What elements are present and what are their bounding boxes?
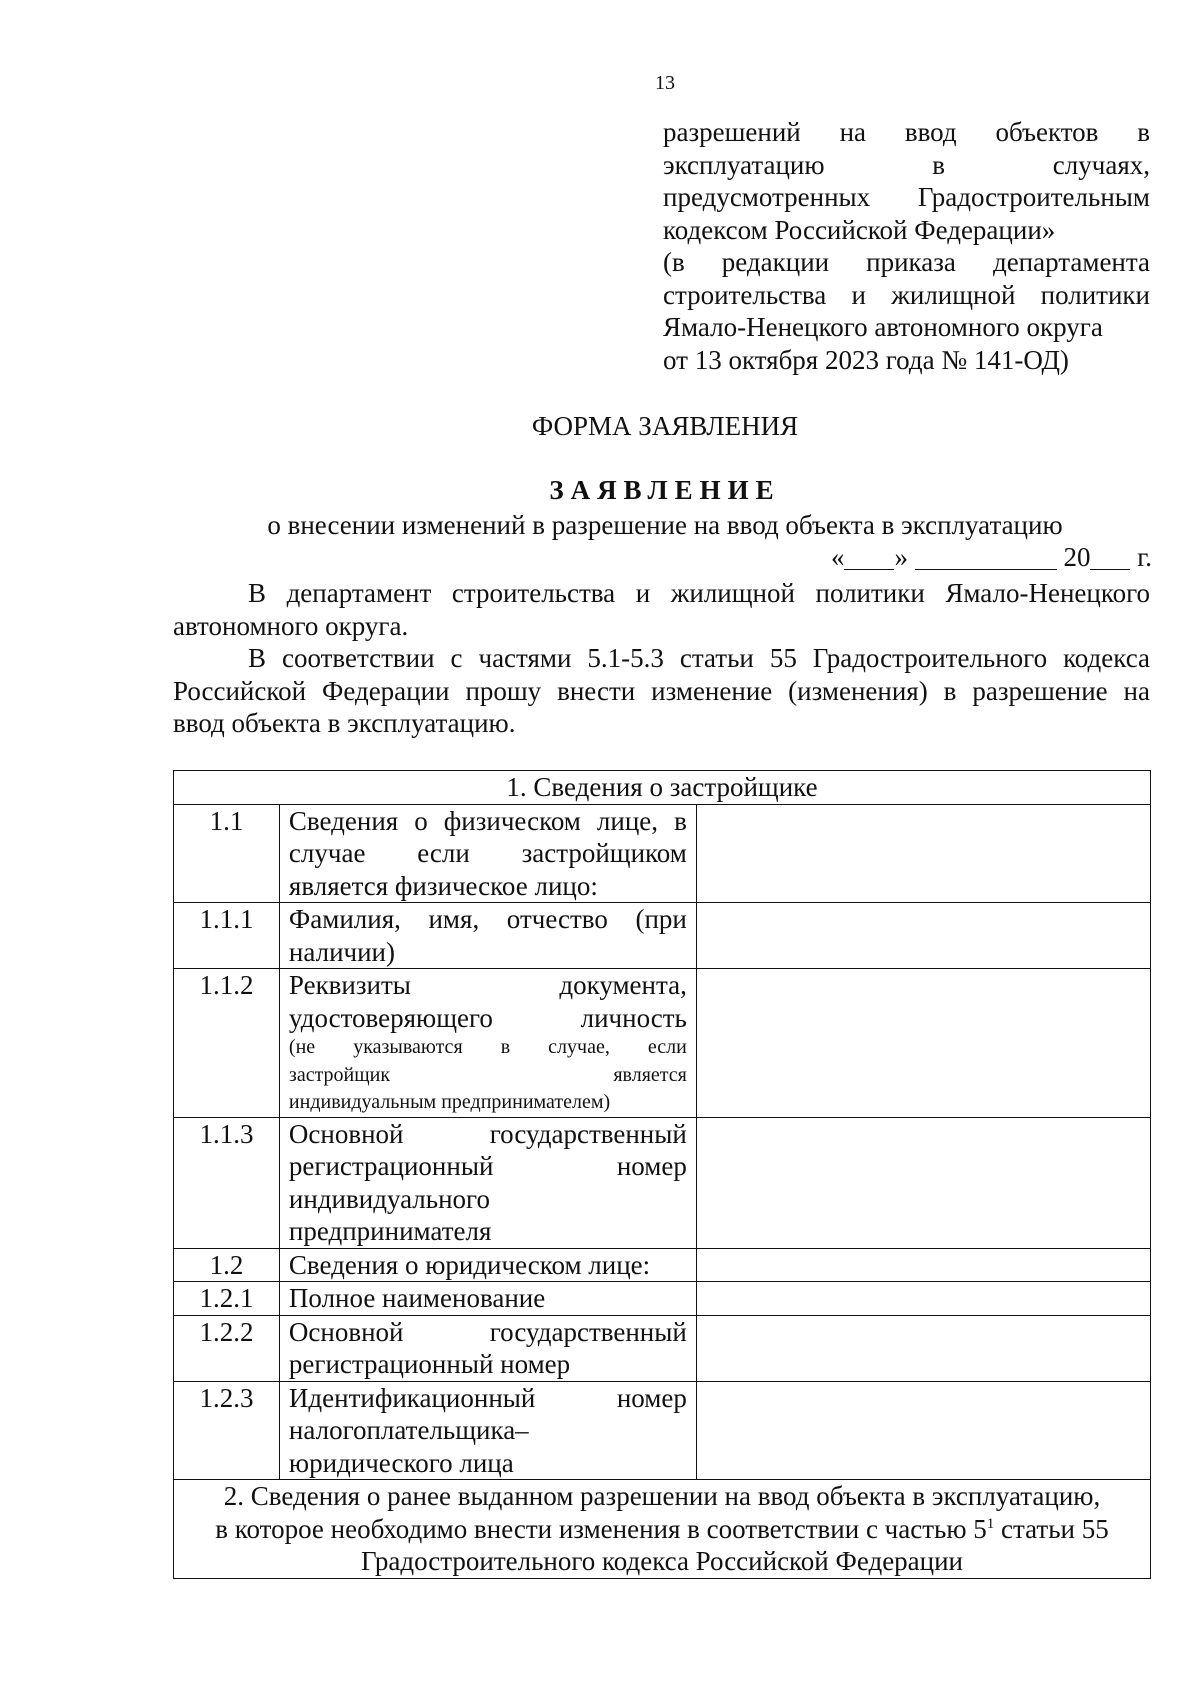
- table-row: [174, 969, 1151, 1118]
- header-line: предусмотренных Градостроительным: [663, 182, 1150, 212]
- paragraph-line: Российской Федерации прошу внести изменение (изменения) в разрешение на: [173, 675, 1150, 706]
- row-label: [279, 969, 696, 1118]
- section-2-text: статьи 55: [994, 1513, 1109, 1544]
- header-reference-block: [663, 116, 1150, 376]
- label-line: Полное наименование: [288, 1283, 546, 1313]
- row-label: [279, 1282, 696, 1316]
- table-row: [174, 903, 1151, 969]
- label-line: Реквизиты документа,: [288, 970, 687, 1000]
- row-label: [279, 1315, 696, 1381]
- superscript: 1: [986, 1515, 995, 1532]
- row-label: [279, 1248, 696, 1282]
- label-line: регистрационный номер: [288, 1349, 571, 1379]
- row-label: [279, 1381, 696, 1480]
- label-line: удостоверяющего личность: [288, 1002, 687, 1033]
- row-number: 1.1.1: [174, 903, 280, 969]
- row-value-field[interactable]: [696, 969, 1150, 1118]
- page-number: 13: [655, 72, 675, 94]
- row-value-field[interactable]: [696, 1248, 1150, 1282]
- table-row: [174, 1315, 1151, 1381]
- label-line: предпринимателя: [288, 1216, 492, 1246]
- label-line: юридического лица: [288, 1447, 514, 1478]
- table-row: [174, 1381, 1151, 1480]
- section-2-text: в которое необходимо внести изменения в соответствии с частью 5: [215, 1513, 987, 1544]
- paragraph-line: В департамент строительства и жилищной политики Ямало-Ненецкого: [248, 578, 1150, 608]
- form-title: ФОРМА ЗАЯВЛЕНИЯ: [531, 411, 799, 441]
- section-2-title: [174, 1480, 1151, 1579]
- row-number: 1.2.2: [174, 1315, 280, 1381]
- label-line: регистрационный номер: [288, 1151, 687, 1181]
- section-2-line: [183, 1513, 1141, 1546]
- paragraph-line: автономного округа.: [173, 610, 409, 641]
- row-value-field[interactable]: [696, 1117, 1150, 1248]
- label-line: Сведения о юридическом лице:: [288, 1249, 651, 1280]
- label-line: Сведения о физическом лице, в: [288, 805, 687, 836]
- label-line: индивидуального: [288, 1183, 490, 1214]
- paragraph-line: ввод объекта в эксплуатацию.: [173, 708, 516, 738]
- label-line: Идентификационный номер: [288, 1382, 687, 1413]
- close-quote: »: [894, 542, 908, 572]
- row-number: 1.1.3: [174, 1117, 280, 1248]
- label-line: Фамилия, имя, отчество (при: [288, 904, 687, 934]
- header-line: строительства и жилищной политики: [663, 279, 1150, 310]
- row-label: [279, 1117, 696, 1248]
- note-line: индивидуальным предпринимателем): [288, 1091, 611, 1113]
- note-line: застройщик является: [288, 1063, 687, 1086]
- open-quote: «: [830, 542, 845, 572]
- date-line: [831, 542, 1152, 573]
- row-number: 1.1.2: [174, 969, 280, 1118]
- application-table: [173, 770, 1151, 1579]
- row-number: 1.2.1: [174, 1282, 280, 1316]
- row-number: 1.1: [174, 804, 280, 903]
- paragraph-request: [173, 642, 1150, 740]
- row-value-field[interactable]: [696, 804, 1150, 903]
- note-line: (не указываются в случае, если: [288, 1036, 687, 1058]
- application-subtitle: о внесении изменений в разрешение на ввод объекта в эксплуатацию: [267, 510, 1063, 540]
- label-line: Основной государственный: [288, 1118, 687, 1149]
- section-header-row: [174, 1480, 1151, 1579]
- table-row: [174, 1248, 1151, 1282]
- row-label: [279, 903, 696, 969]
- year-prefix: 20: [1063, 542, 1091, 572]
- day-blank[interactable]: [844, 545, 894, 570]
- year-blank[interactable]: [1090, 545, 1130, 570]
- header-line: (в редакции приказа департамента: [663, 247, 1150, 277]
- header-line: кодексом Российской Федерации»: [663, 214, 1056, 245]
- row-value-field[interactable]: [696, 1381, 1150, 1480]
- header-line: эксплуатацию в случаях,: [663, 149, 1150, 180]
- paragraph-department: [173, 577, 1150, 642]
- row-number: 1.2: [174, 1248, 280, 1282]
- section-header-row: [174, 771, 1151, 805]
- label-line: является физическое лицо:: [288, 870, 598, 901]
- header-line: от 13 октября 2023 года № 141-ОД): [663, 344, 1069, 375]
- table-row: [174, 1117, 1151, 1248]
- section-2-line: 2. Сведения о ранее выданном разрешении на ввод объекта в эксплуатацию,: [223, 1481, 1101, 1511]
- row-value-field[interactable]: [696, 1282, 1150, 1316]
- month-blank[interactable]: [915, 545, 1057, 570]
- row-value-field[interactable]: [696, 1315, 1150, 1381]
- application-heading: ЗАЯВЛЕНИЕ: [549, 475, 781, 505]
- label-line: налогоплательщика–: [288, 1415, 529, 1445]
- row-number: 1.2.3: [174, 1381, 280, 1480]
- year-suffix: г.: [1137, 542, 1152, 572]
- header-line: разрешений на ввод объектов в: [663, 117, 1150, 147]
- table-row: [174, 1282, 1151, 1316]
- section-2-line: Градостроительного кодекса Российской Федерации: [360, 1546, 964, 1576]
- row-value-field[interactable]: [696, 903, 1150, 969]
- label-line: наличии): [288, 936, 395, 967]
- row-label: [279, 804, 696, 903]
- table-row: [174, 804, 1151, 903]
- header-line: Ямало-Ненецкого автономного округа: [663, 312, 1103, 342]
- section-1-title: 1. Сведения о застройщике: [174, 771, 1151, 805]
- label-line: Основной государственный: [288, 1316, 687, 1347]
- paragraph-line: В соответствии с частями 5.1-5.3 статьи 55 Градостроительного кодекса: [248, 643, 1150, 673]
- label-line: случае если застройщиком: [288, 838, 687, 868]
